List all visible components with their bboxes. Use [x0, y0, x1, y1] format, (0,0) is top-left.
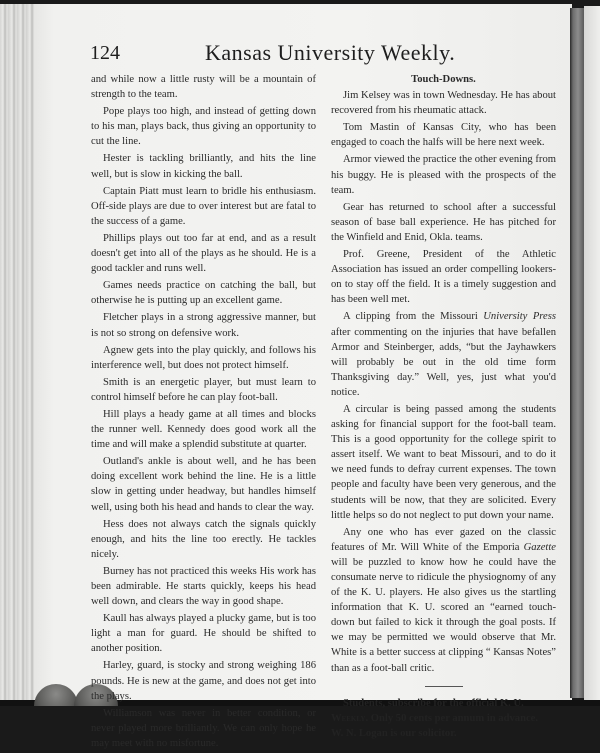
text: Only 50 cents per annum in advance. [368, 712, 539, 724]
paragraph: Agnew gets into the play quickly, and follows his interference well, but does not protect himself. [91, 344, 316, 371]
paragraph: Harley, guard, is stocky and strong weighing 186 pounds. He is new at the game, and does not get into the plays. [91, 660, 316, 702]
facing-page-edge [584, 6, 600, 700]
publication-title: Kansas University Weekly. [205, 40, 456, 65]
page-header [90, 40, 565, 68]
paragraph: Fletcher plays in a strong aggressive manner, but is not so strong on defensive work. [91, 312, 316, 339]
notice-line [331, 711, 556, 726]
paragraph: Jim Kelsey was in town Wednesday. He has about recovered from his rheumatic attack. [331, 90, 556, 117]
text: Any one who has ever gazed on the classic features of Mr. Will White of the Emporia [331, 526, 556, 553]
section-heading: Touch-Downs. [411, 74, 476, 85]
paragraph: Smith is an energetic player, but must learn to control himself before he can play foot-ball. [91, 376, 316, 403]
paragraph: Burney has not practiced this weeks His work has been admirable. He starts quickly, keeps his head well down, and clears the way in good shape. [91, 565, 316, 608]
paragraph: Williamson was never in better condition, or never played more brilliantly. We can only hope he may meet with no misfortune. [91, 707, 316, 749]
paragraph: Prof. Greene, President of the Athletic Association has issued an order compelling lookers-on to stay off the field. It is a timely suggestion and has been well met. [331, 249, 556, 306]
subscription-notice [331, 696, 556, 741]
paragraph: Captain Piatt must learn to bridle his enthusiasm. Off-side plays are due to over interest but are fatal to the success of a game. [91, 185, 316, 227]
paragraph: Hill plays a heady game at all times and blocks the runner well. Kennedy does good work all the time and will make a splendid substitute at quarter. [91, 408, 316, 451]
weekly-word: Weekly. [331, 712, 369, 724]
text: after commenting on the injuries that have befallen Armor and Steinberger, adds, “but the Jayhawkers will probably be out in the old time form Thanksgiving day.” Well, yes, just what you'd notice. [331, 326, 556, 398]
book-binding-edge [570, 8, 584, 698]
paragraph: Pope plays too high, and instead of getting down to his man, plays back, thus giving an opportunity to cut the line. [91, 106, 316, 148]
paragraph: Games needs practice on catching the ball, but otherwise he is putting up an excellent game. [91, 280, 316, 307]
paragraph: Phillips plays out too far at end, and as a result doesn't get into all of the plays as he should. He is a good tackler and runs well. [91, 232, 316, 275]
paragraph: Armor viewed the practice the other evening from his buggy. He is pleased with the prospects of the team. [331, 154, 556, 196]
clipping-paragraph [331, 309, 556, 400]
left-column [91, 72, 316, 753]
page-number: 124 [90, 42, 120, 64]
paragraph: Hess does not always catch the signals quickly enough, and hits the line too erectly. He tackles nicely. [91, 518, 316, 560]
notice-line: Students, subscribe for the official K. U. [343, 697, 524, 709]
paragraph: and while now a little rusty will be a mountain of strength to the team. [91, 74, 316, 101]
divider-rule [425, 686, 463, 687]
paragraph: Gear has returned to school after a successful season of base ball experience. He has pitched for the Winfield and Enid, Okla. teams. [331, 201, 556, 243]
notice-line: W. N. Logan is our solicitor. [331, 727, 457, 739]
text: will be puzzled to know how he could have the consumate nerve to ridicule the physiognomy of any of the K. U. players. He also gives us the startling information that K. U. scored an “earned touch-down but failed to kick it through the goal posts. If we may be permitted we would observe that Mr. White is a better success at clipping “ Kansas Notes” than as a foot-ball critic. [331, 556, 556, 674]
paragraph: Tom Mastin of Kansas City, who has been engaged to coach the halfs will be here next week. [331, 122, 556, 149]
right-column [331, 72, 556, 741]
gazette-paragraph [331, 525, 556, 676]
paragraph: Hester is tackling brilliantly, and hits the line well, but is slow in kicking the ball. [91, 153, 316, 180]
paragraph: Kaull has always played a plucky game, but is too light a man for guard. He should be shifted to another position. [91, 613, 316, 655]
thumb-shape [34, 684, 78, 706]
publication-name: Gazette [523, 541, 556, 553]
text: A clipping from the Missouri [343, 311, 484, 323]
book-page-edges [0, 4, 36, 700]
paragraph: Outland's ankle is about well, and he has been doing excellent work behind the line. He is a little slow in getting under headway, but handles himself well, using both his head and hands to clear the way. [91, 456, 316, 513]
publication-name: University Press [483, 311, 556, 323]
paragraph: A circular is being passed among the students asking for financial support for the foot-ball team. This is a good opportunity for the college spirit to assert itself. We want to beat Missouri, and to do it we need funds to defray current expenses. The town people and faculty have been very generous, and the students will be now, that they are solicited. Every little helps so do not neglect to put down your name. [331, 403, 556, 521]
